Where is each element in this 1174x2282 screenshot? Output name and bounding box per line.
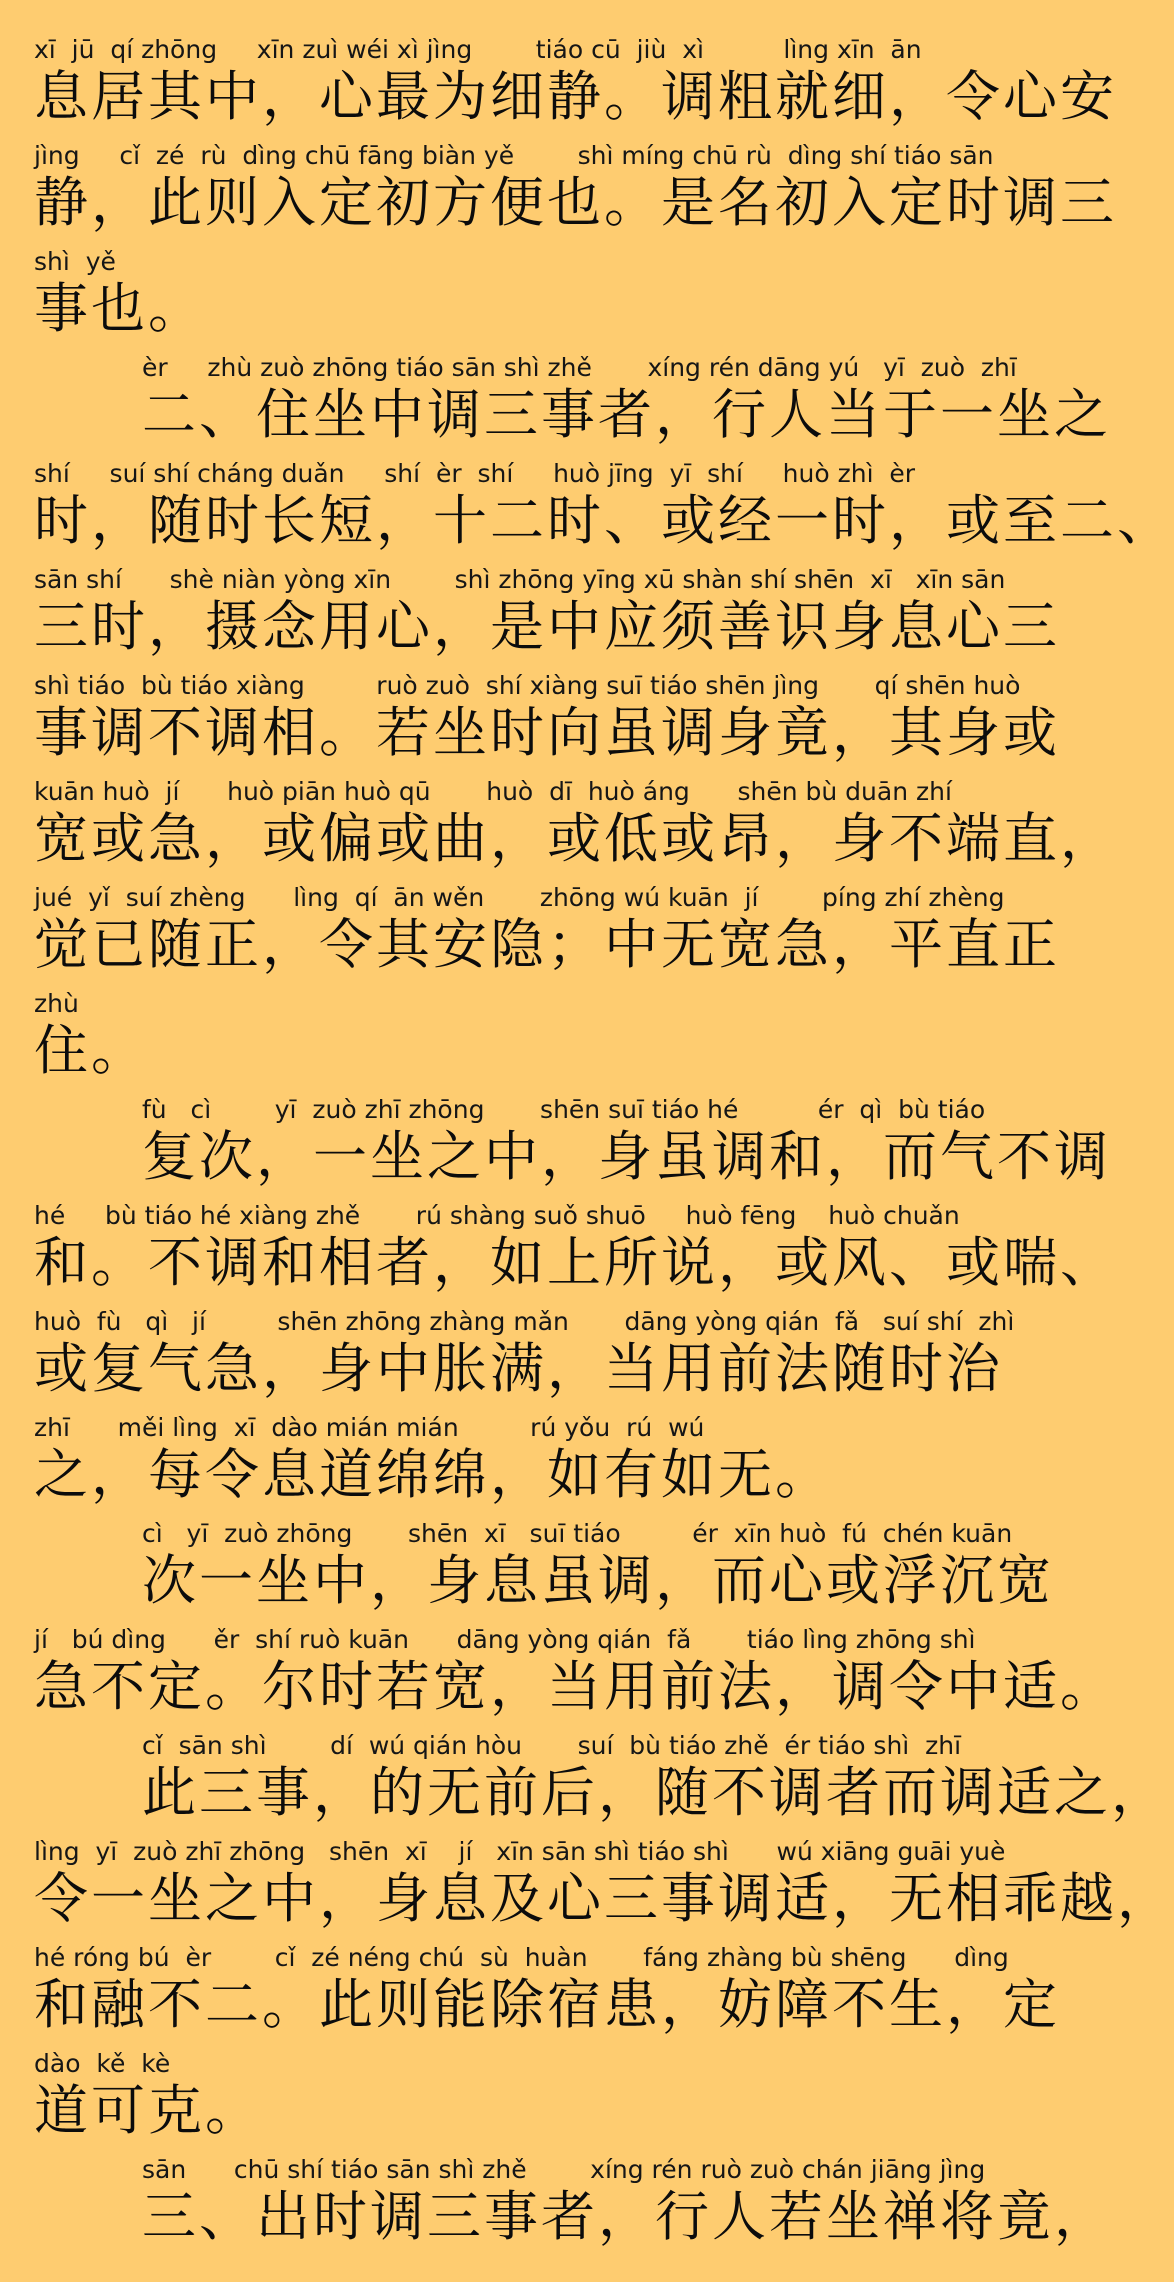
hanzi-line: 住。 <box>34 1019 148 1082</box>
pinyin-line: èr zhù zuò zhōng tiáo sān shì zhě xíng rén dāng yú yī zuò zhī <box>142 353 1017 382</box>
pinyin-line: sān chū shí tiáo sān shì zhě xíng rén ruò zuò chán jiāng jìng <box>142 2155 986 2184</box>
hanzi-line: 道可克。 <box>34 2079 262 2142</box>
hanzi-line: 之，每令息道绵绵，如有如无。 <box>34 1443 832 1506</box>
text-body <box>34 34 1174 2248</box>
hanzi-line: 复次，一坐之中，身虽调和，而气不调 <box>142 1125 1111 1188</box>
pinyin-line: hé róng bú èr cǐ zé néng chú sù huàn fáng zhàng bù shēng dìng <box>34 1943 1009 1972</box>
pinyin-line: zhī měi lìng xī dào mián mián rú yǒu rú wú <box>34 1413 705 1442</box>
pinyin-line: shì tiáo bù tiáo xiàng ruò zuò shí xiàng suī tiáo shēn jìng qí shēn huò <box>34 671 1021 700</box>
hanzi-line: 和融不二。此则能除宿患，妨障不生，定 <box>34 1973 1060 2036</box>
hanzi-line: 和。不调和相者，如上所说，或风、或喘、 <box>34 1231 1117 1294</box>
pinyin-line: jìng cǐ zé rù dìng chū fāng biàn yě shì míng chū rù dìng shí tiáo sān <box>34 141 994 170</box>
pinyin-line: kuān huò jí huò piān huò qū huò dī huò áng shēn bù duān zhí <box>34 777 952 806</box>
pinyin-line: dào kě kè <box>34 2049 171 2078</box>
pinyin-line: zhù <box>34 989 79 1018</box>
hanzi-line: 事调不调相。若坐时向虽调身竟，其身或 <box>34 701 1060 764</box>
hanzi-line: 静，此则入定初方便也。是名初入定时调三 <box>34 171 1117 234</box>
pinyin-line: cì yī zuò zhōng shēn xī suī tiáo ér xīn huò fú chén kuān <box>142 1519 1013 1548</box>
pinyin-line: lìng yī zuò zhī zhōng shēn xī jí xīn sān shì tiáo shì wú xiāng guāi yuè <box>34 1837 1006 1866</box>
hanzi-line: 此三事，的无前后，随不调者而调适之， <box>142 1761 1168 1824</box>
hanzi-line: 宽或急，或偏或曲，或低或昂，身不端直， <box>34 807 1117 870</box>
hanzi-line: 三、出时调三事者，行人若坐禅将竟， <box>142 2185 1111 2248</box>
pinyin-line: xī jū qí zhōng xīn zuì wéi xì jìng tiáo cū jiù xì lìng xīn ān <box>34 35 922 64</box>
pinyin-line: sān shí shè niàn yòng xīn shì zhōng yīng xū shàn shí shēn xī xīn sān <box>34 565 1006 594</box>
hanzi-line: 时，随时长短，十二时、或经一时，或至二、 <box>34 489 1174 552</box>
pinyin-line: shì yě <box>34 247 116 276</box>
pinyin-line: jí bú dìng ěr shí ruò kuān dāng yòng qián fǎ tiáo lìng zhōng shì <box>34 1625 976 1654</box>
hanzi-line: 或复气急，身中胀满，当用前法随时治 <box>34 1337 1003 1400</box>
pinyin-line: jué yǐ suí zhèng lìng qí ān wěn zhōng wú kuān jí píng zhí zhèng <box>34 883 1005 912</box>
hanzi-line: 二、住坐中调三事者，行人当于一坐之 <box>142 383 1111 446</box>
hanzi-line: 息居其中，心最为细静。调粗就细，令心安 <box>34 65 1117 128</box>
pinyin-line: hé bù tiáo hé xiàng zhě rú shàng suǒ shuō huò fēng huò chuǎn <box>34 1201 960 1230</box>
hanzi-line: 急不定。尔时若宽，当用前法，调令中适。 <box>34 1655 1117 1718</box>
hanzi-line: 事也。 <box>34 277 205 340</box>
hanzi-line: 三时，摄念用心，是中应须善识身息心三 <box>34 595 1060 658</box>
pinyin-line: shí suí shí cháng duǎn shí èr shí huò jīng yī shí huò zhì èr <box>34 459 916 488</box>
pinyin-line: fù cì yī zuò zhī zhōng shēn suī tiáo hé ér qì bù tiáo <box>142 1095 986 1124</box>
pinyin-line: huò fù qì jí shēn zhōng zhàng mǎn dāng yòng qián fǎ suí shí zhì <box>34 1307 1015 1336</box>
hanzi-line: 觉已随正，令其安隐；中无宽急，平直正 <box>34 913 1060 976</box>
hanzi-line: 令一坐之中，身息及心三事调适，无相乖越， <box>34 1867 1174 1930</box>
hanzi-line: 次一坐中，身息虽调，而心或浮沉宽 <box>142 1549 1054 1612</box>
pinyin-line: cǐ sān shì dí wú qián hòu suí bù tiáo zhě ér tiáo shì zhī <box>142 1731 962 1760</box>
